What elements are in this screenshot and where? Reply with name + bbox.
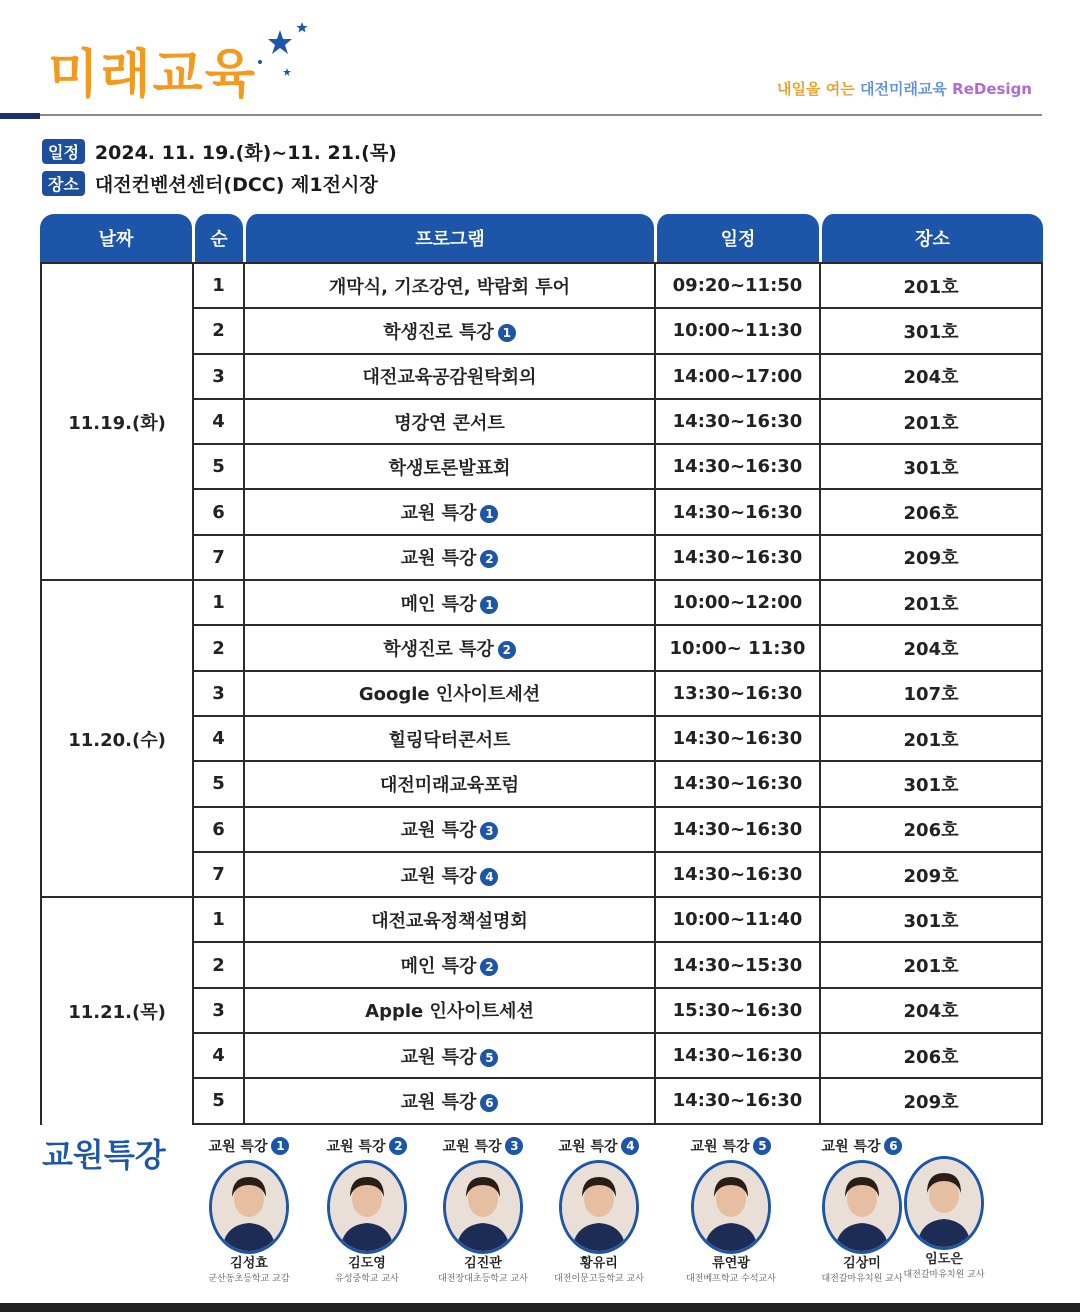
header-accent-bar: [0, 113, 40, 119]
room-cell: 204호: [819, 987, 1043, 1032]
tagline: [777, 78, 1032, 99]
program-name: 대전교육정책설명회: [371, 910, 528, 932]
number-badge-icon: 1: [498, 324, 516, 342]
order-cell: 4: [192, 715, 243, 760]
speaker-label: [428, 1136, 538, 1156]
program-name: 학생진로 특강: [383, 639, 494, 661]
time-cell: 09:20~11:50: [654, 262, 819, 307]
number-badge-icon: 1: [480, 505, 498, 523]
program-cell: [243, 1032, 654, 1077]
time-cell: 14:30~16:30: [654, 806, 819, 851]
room-cell: 301호: [819, 760, 1043, 805]
number-badge-icon: 2: [498, 641, 516, 659]
program-name: 메인 특강: [400, 593, 477, 615]
order-cell: 1: [192, 579, 243, 624]
program-cell: [243, 262, 654, 307]
number-badge-icon: 5: [480, 1049, 498, 1067]
speaker-card: [820, 1136, 904, 1284]
room-cell: 206호: [819, 488, 1043, 533]
schedule-table: [40, 214, 1043, 1125]
order-cell: 3: [192, 353, 243, 398]
program-name: 교원 특강: [400, 548, 477, 570]
speaker-label: [312, 1136, 422, 1156]
program-cell: [243, 398, 654, 443]
speaker-name: 김진관: [464, 1256, 502, 1271]
number-badge-icon: 4: [480, 868, 498, 886]
speaker-photo: [443, 1160, 523, 1254]
number-badge-icon: 3: [505, 1137, 523, 1155]
speaker-photo: [559, 1160, 639, 1254]
speaker-label-text: 교원 특강: [821, 1139, 881, 1155]
program-name: 교원 특강: [400, 865, 477, 887]
time-cell: 14:30~16:30: [654, 760, 819, 805]
program-cell: [243, 941, 654, 986]
speaker-card: [194, 1136, 304, 1284]
time-cell: 14:30~16:30: [654, 488, 819, 533]
tagline-part-2: 대전미래교육: [859, 80, 947, 98]
number-badge-icon: 1: [271, 1137, 289, 1155]
speaker-photo: [327, 1160, 407, 1254]
time-cell: 14:30~16:30: [654, 1077, 819, 1124]
room-cell: 201호: [819, 941, 1043, 986]
speaker-role: 유성중학교 교사: [335, 1274, 399, 1284]
order-cell: 7: [192, 851, 243, 896]
program-cell: [243, 760, 654, 805]
room-cell: 201호: [819, 715, 1043, 760]
order-cell: 3: [192, 987, 243, 1032]
header-room: 장소: [819, 214, 1043, 262]
speaker-card: [902, 1136, 986, 1280]
speaker-photo: [904, 1156, 984, 1250]
order-cell: 5: [192, 1077, 243, 1124]
date-value: 2024. 11. 19.(화)~11. 21.(목): [94, 142, 397, 164]
speaker-card: [544, 1136, 654, 1284]
header-date: 날짜: [40, 214, 192, 262]
order-cell: 5: [192, 760, 243, 805]
time-cell: 10:00~ 11:30: [654, 624, 819, 669]
speaker-card: [312, 1136, 422, 1284]
speaker-role: 대전베프학교 수석교사: [686, 1274, 776, 1284]
time-cell: 10:00~11:40: [654, 896, 819, 941]
time-cell: 14:30~16:30: [654, 715, 819, 760]
number-badge-icon: 2: [389, 1137, 407, 1155]
speaker-label-text: 교원 특강: [208, 1139, 268, 1155]
speaker-label-text: 교원 특강: [690, 1139, 750, 1155]
room-cell: 206호: [819, 806, 1043, 851]
speaker-role: 군산동초등학교 교감: [208, 1274, 290, 1284]
speaker-label: [194, 1136, 304, 1156]
order-cell: 2: [192, 307, 243, 352]
day-date-cell: 11.21.(목): [40, 896, 192, 1124]
speaker-label-text: 교원 특강: [442, 1139, 502, 1155]
number-badge-icon: 6: [884, 1137, 902, 1155]
room-cell: 206호: [819, 1032, 1043, 1077]
program-name: 교원 특강: [400, 820, 477, 842]
header-order: 순: [192, 214, 243, 262]
day-date-cell: 11.20.(수): [40, 579, 192, 896]
number-badge-icon: 3: [480, 822, 498, 840]
program-name: 학생토론발표회: [388, 457, 511, 479]
room-cell: 201호: [819, 262, 1043, 307]
table-header-row: [40, 214, 1043, 262]
speaker-photo: [691, 1160, 771, 1254]
date-badge: 일정: [42, 139, 85, 164]
speaker-name: 류연광: [712, 1256, 750, 1271]
program-cell: [243, 987, 654, 1032]
header-program: 프로그램: [243, 214, 654, 262]
order-cell: 6: [192, 806, 243, 851]
speaker-photo: [209, 1160, 289, 1254]
number-badge-icon: 5: [753, 1137, 771, 1155]
bottom-bar: [0, 1303, 1080, 1312]
room-cell: 209호: [819, 534, 1043, 579]
tagline-part-1: 내일을 여는: [777, 80, 855, 98]
stars-icon: [250, 16, 320, 86]
program-name: 개막식, 기조강연, 박람회 투어: [328, 276, 571, 298]
program-name: Google 인사이트세션: [358, 684, 541, 706]
time-cell: 10:00~11:30: [654, 307, 819, 352]
room-cell: 301호: [819, 443, 1043, 488]
table-row: [40, 896, 1043, 941]
time-cell: 14:30~16:30: [654, 851, 819, 896]
time-cell: 14:30~16:30: [654, 534, 819, 579]
header: [0, 0, 1080, 130]
program-cell: [243, 307, 654, 352]
number-badge-icon: 2: [480, 958, 498, 976]
time-cell: 14:30~16:30: [654, 398, 819, 443]
program-cell: [243, 443, 654, 488]
speaker-label: [820, 1136, 904, 1156]
program-name: 메인 특강: [400, 956, 477, 978]
header-divider: [40, 114, 1042, 116]
room-cell: 201호: [819, 579, 1043, 624]
event-place-row: [42, 170, 378, 197]
speaker-name: 임도은: [925, 1252, 963, 1267]
speaker-role: 대전갈마유치원 교사: [903, 1270, 985, 1280]
speakers-title: 교원특강: [42, 1136, 166, 1174]
order-cell: 2: [192, 624, 243, 669]
speaker-role: 대전장대초등학교 교사: [438, 1274, 528, 1284]
tagline-part-3: ReDesign: [952, 80, 1032, 98]
program-cell: [243, 579, 654, 624]
room-cell: 209호: [819, 851, 1043, 896]
time-cell: 14:30~16:30: [654, 443, 819, 488]
number-badge-icon: 1: [480, 596, 498, 614]
program-cell: [243, 353, 654, 398]
time-cell: 14:30~16:30: [654, 1032, 819, 1077]
program-name: 학생진로 특강: [383, 321, 494, 343]
event-date-row: [42, 138, 397, 165]
page-title: 미래교육: [48, 45, 257, 105]
header-time: 일정: [654, 214, 819, 262]
room-cell: 204호: [819, 624, 1043, 669]
order-cell: 3: [192, 670, 243, 715]
order-cell: 1: [192, 262, 243, 307]
room-cell: 301호: [819, 307, 1043, 352]
speaker-name: 김성효: [230, 1256, 268, 1271]
speaker-photo: [822, 1160, 902, 1254]
speaker-name: 황유리: [580, 1256, 618, 1271]
program-name: Apple 인사이트세션: [365, 1001, 534, 1023]
number-badge-icon: 6: [480, 1094, 498, 1112]
program-cell: [243, 851, 654, 896]
program-cell: [243, 488, 654, 533]
table-row: [40, 579, 1043, 624]
speaker-name: 김도영: [348, 1256, 386, 1271]
program-name: 대전미래교육포럼: [379, 774, 520, 796]
order-cell: 2: [192, 941, 243, 986]
speaker-label: [544, 1136, 654, 1156]
time-cell: 14:00~17:00: [654, 353, 819, 398]
order-cell: 5: [192, 443, 243, 488]
order-cell: 1: [192, 896, 243, 941]
program-name: 교원 특강: [400, 503, 477, 525]
program-cell: [243, 806, 654, 851]
order-cell: 4: [192, 1032, 243, 1077]
speaker-name: 김상미: [843, 1256, 881, 1271]
place-badge: 장소: [42, 171, 85, 196]
time-cell: 10:00~12:00: [654, 579, 819, 624]
time-cell: 14:30~15:30: [654, 941, 819, 986]
speaker-card: [676, 1136, 786, 1284]
order-cell: 4: [192, 398, 243, 443]
speaker-role: 대전갈마유치원 교사: [821, 1274, 903, 1284]
speaker-card: [428, 1136, 538, 1284]
order-cell: 7: [192, 534, 243, 579]
time-cell: 13:30~16:30: [654, 670, 819, 715]
program-cell: [243, 896, 654, 941]
program-cell: [243, 624, 654, 669]
program-cell: [243, 1077, 654, 1124]
place-value: 대전컨벤션센터(DCC) 제1전시장: [94, 174, 378, 196]
time-cell: 15:30~16:30: [654, 987, 819, 1032]
speaker-label: [676, 1136, 786, 1156]
schedule-body: [40, 262, 1043, 1125]
order-cell: 6: [192, 488, 243, 533]
program-name: 교원 특강: [400, 1046, 477, 1068]
table-row: [40, 262, 1043, 307]
program-name: 명강연 콘서트: [394, 412, 505, 434]
speaker-role: 대전이문고등학교 교사: [554, 1274, 644, 1284]
speaker-label: [902, 1136, 986, 1152]
room-cell: 204호: [819, 353, 1043, 398]
program-cell: [243, 670, 654, 715]
program-cell: [243, 534, 654, 579]
room-cell: 201호: [819, 398, 1043, 443]
room-cell: 301호: [819, 896, 1043, 941]
program-name: 힐링닥터콘서트: [388, 729, 511, 751]
speaker-label-text: 교원 특강: [558, 1139, 618, 1155]
speaker-label-text: 교원 특강: [326, 1139, 386, 1155]
number-badge-icon: 4: [621, 1137, 639, 1155]
program-name: 대전교육공감원탁회의: [362, 367, 537, 389]
program-cell: [243, 715, 654, 760]
room-cell: 107호: [819, 670, 1043, 715]
number-badge-icon: 2: [480, 550, 498, 568]
day-date-cell: 11.19.(화): [40, 262, 192, 579]
program-name: 교원 특강: [400, 1091, 477, 1113]
room-cell: 209호: [819, 1077, 1043, 1124]
